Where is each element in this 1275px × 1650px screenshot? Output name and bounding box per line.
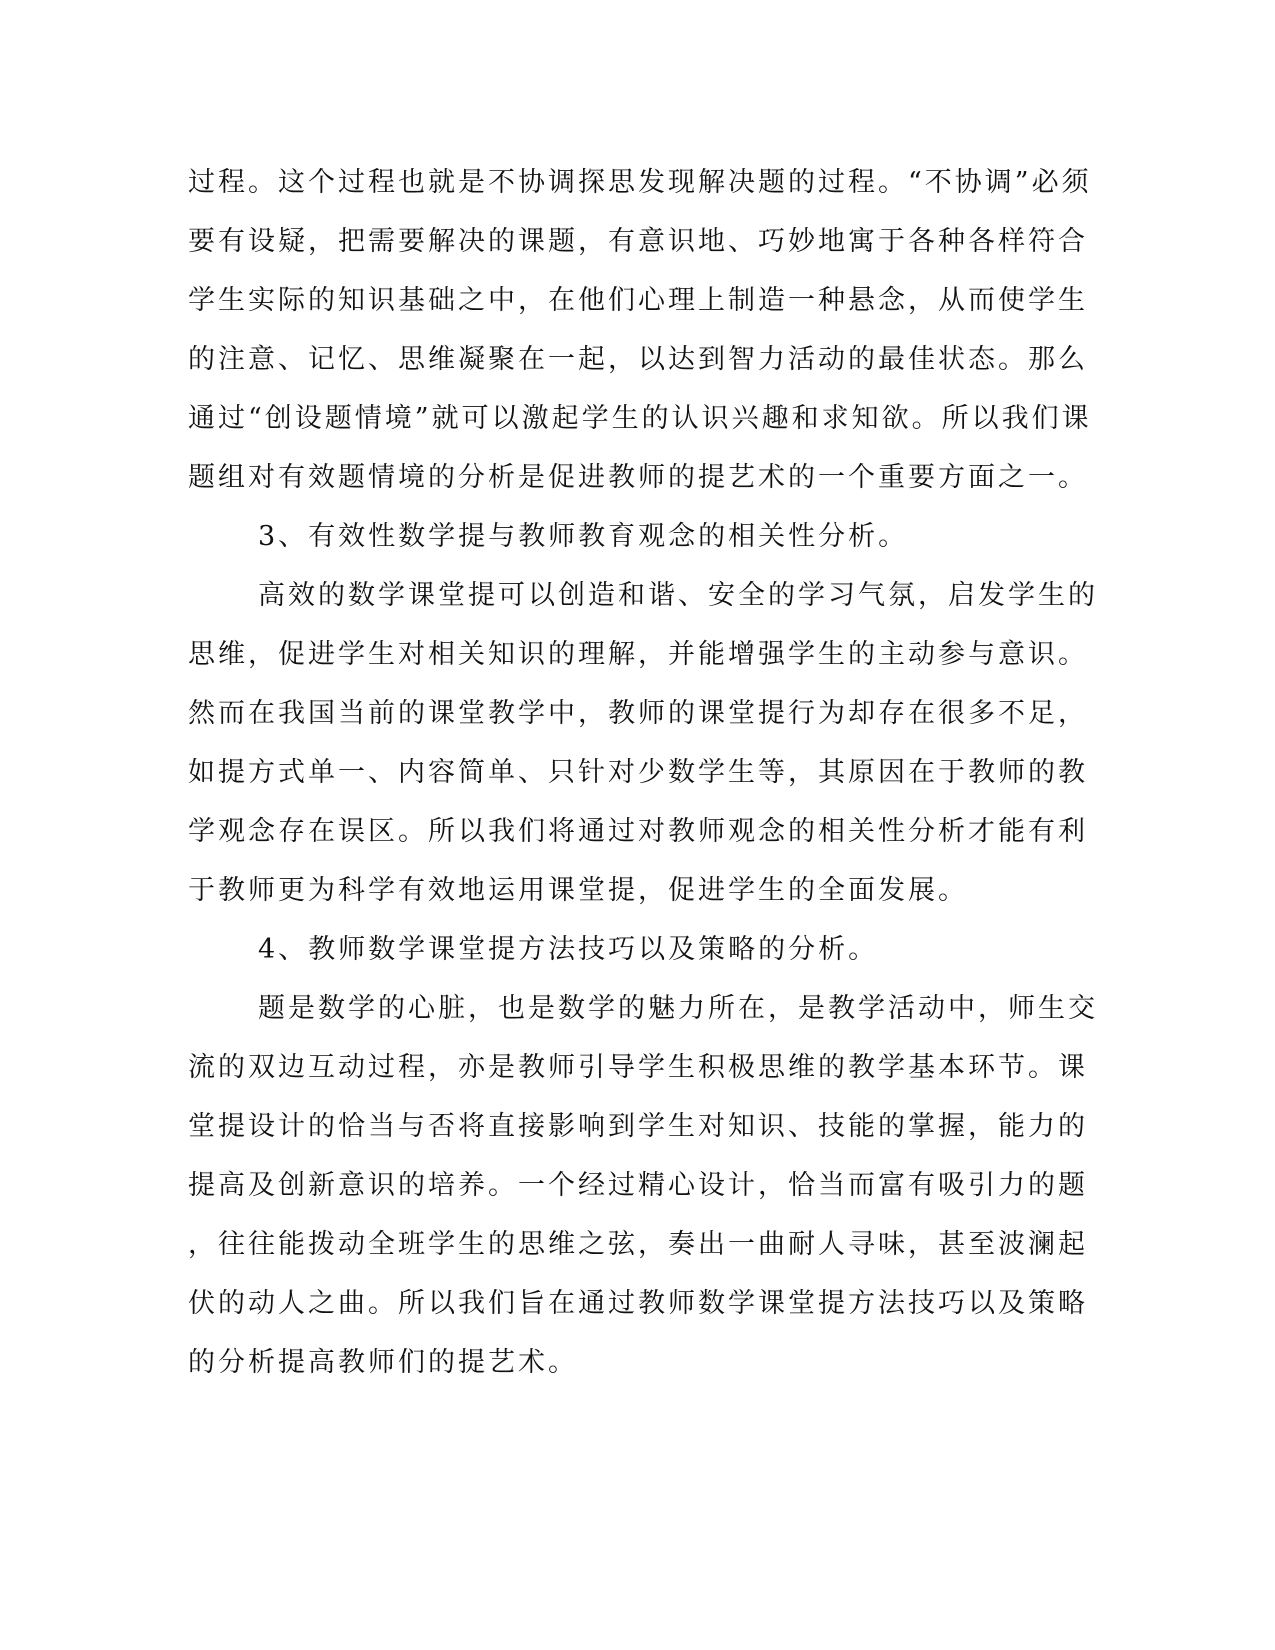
- text-line: 然而在我国当前的课堂教学中，教师的课堂提行为却存在很多不足，: [188, 698, 1088, 729]
- text-line: 的注意、记忆、思维凝聚在一起，以达到智力活动的最佳状态。那么: [188, 344, 1088, 375]
- text-line: 通过“创设题情境”就可以激起学生的认识兴趣和求知欲。所以我们课: [188, 403, 1092, 434]
- text-line: 学观念存在误区。所以我们将通过对教师观念的相关性分析才能有利: [188, 816, 1088, 847]
- text-line: 题组对有效题情境的分析是促进教师的提艺术的一个重要方面之一。: [188, 462, 1088, 493]
- text-line: 学生实际的知识基础之中，在他们心理上制造一种悬念，从而使学生: [188, 285, 1088, 316]
- text-line: 要有设疑，把需要解决的课题，有意识地、巧妙地寓于各种各样符合: [188, 226, 1088, 257]
- text-line: 高效的数学课堂提可以创造和谐、安全的学习气氛，启发学生的: [258, 580, 1098, 611]
- text-line: 提高及创新意识的培养。一个经过精心设计，恰当而富有吸引力的题: [188, 1170, 1088, 1201]
- text-line: 思维，促进学生对相关知识的理解，并能增强学生的主动参与意识。: [188, 639, 1088, 670]
- text-line: 题是数学的心脏，也是数学的魅力所在，是教学活动中，师生交: [258, 993, 1098, 1024]
- text-line: 伏的动人之曲。所以我们旨在通过教师数学课堂提方法技巧以及策略: [188, 1288, 1088, 1319]
- text-line: ，往往能拨动全班学生的思维之弦，奏出一曲耐人寻味，甚至波澜起: [188, 1229, 1088, 1260]
- section-heading: 3、有效性数学提与教师教育观念的相关性分析。: [258, 521, 909, 552]
- text-line: 堂提设计的恰当与否将直接影响到学生对知识、技能的掌握，能力的: [188, 1111, 1088, 1142]
- text-line: 过程。这个过程也就是不协调探思发现解决题的过程。“不协调”必须: [188, 167, 1092, 198]
- section-heading: 4、教师数学课堂提方法技巧以及策略的分析。: [258, 934, 879, 965]
- text-line: 于教师更为科学有效地运用课堂提，促进学生的全面发展。: [188, 875, 968, 906]
- text-line: 如提方式单一、内容简单、只针对少数学生等，其原因在于教师的教: [188, 757, 1088, 788]
- text-line: 流的双边互动过程，亦是教师引导学生积极思维的教学基本环节。课: [188, 1052, 1088, 1083]
- text-line: 的分析提高教师们的提艺术。: [188, 1347, 578, 1378]
